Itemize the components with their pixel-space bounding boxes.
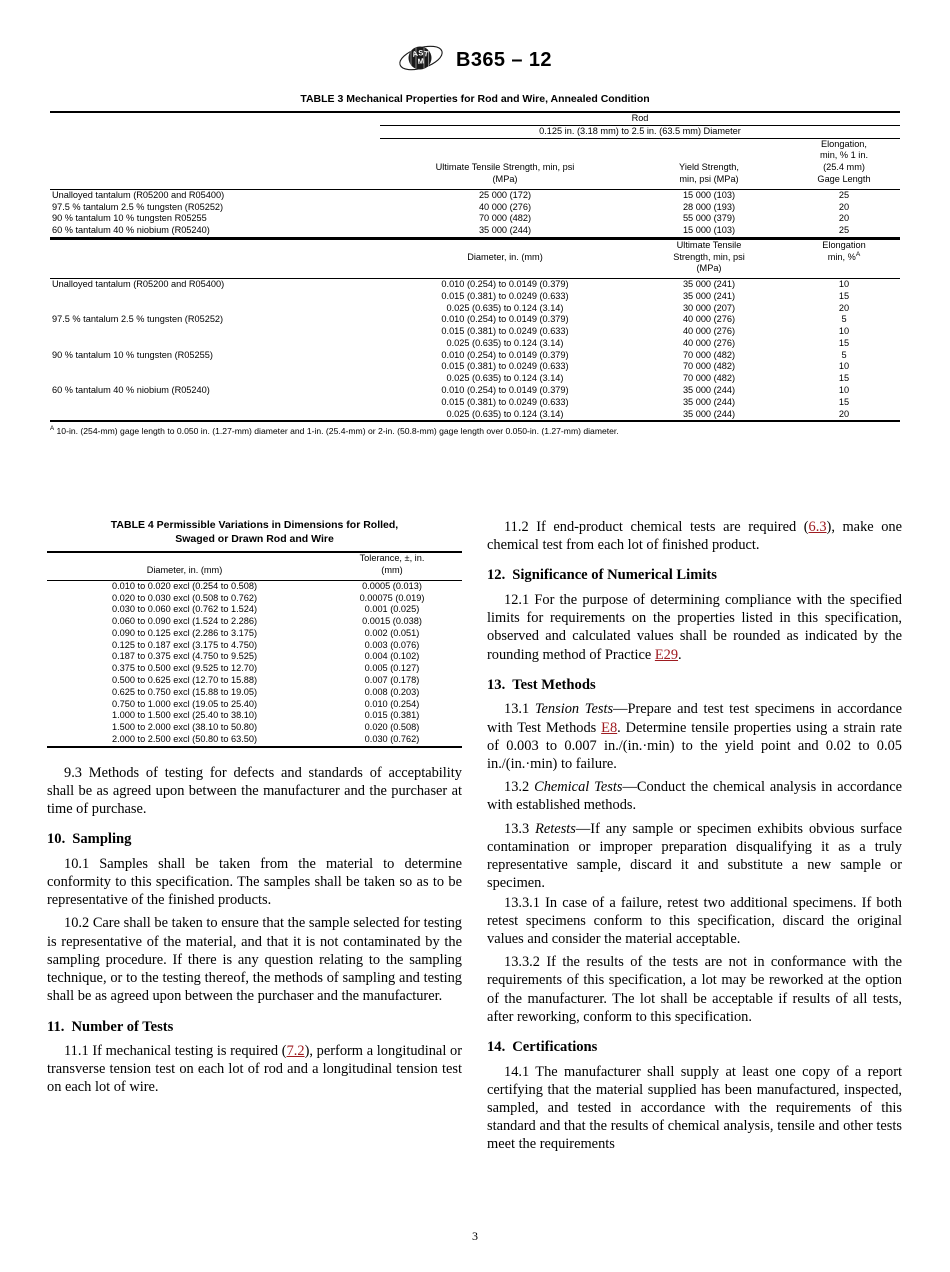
paragraph-11-1-text-a: 11.1 If mechanical testing is required ( — [64, 1043, 287, 1059]
cell-tol: 0.004 (0.102) — [364, 651, 420, 662]
table-4-col-diameter — [47, 552, 322, 577]
cell-elong: 5 — [841, 349, 847, 360]
section-heading-11 — [47, 1019, 462, 1037]
footnote-marker-a: A — [50, 425, 55, 433]
empty-cell — [50, 138, 380, 186]
footnote-text: 10-in. (254-mm) gage length to 0.050 in. (1.27-mm) diameter and 1-in. (25.4-mm) or 2-in. (50.8-mm) gage length over 0.050-in. (1.27-mm) diameter. — [56, 426, 619, 437]
cell-uts: 35 000 (241) — [682, 279, 736, 290]
table-row — [47, 734, 462, 747]
table-row — [47, 699, 462, 711]
table-row — [50, 225, 900, 237]
section-13-number: 13. — [487, 676, 506, 693]
table-3-wire-body — [50, 279, 900, 422]
section-heading-12 — [487, 567, 902, 585]
cell-uts: 40 000 (276) — [682, 337, 736, 348]
cell-dia: 0.015 (0.381) to 0.0249 (0.633) — [441, 396, 569, 407]
paragraph-13-3-1: 13.3.1 In case of a failure, retest two additional specimens. If both retest specimens conform to this specification, discard the original values and consider the material acceptable. — [487, 894, 902, 947]
paragraph-11-2 — [487, 518, 902, 554]
empty-corner-cell — [50, 112, 380, 125]
table-row — [47, 580, 462, 592]
cell-uts: 35 000 (241) — [682, 290, 736, 301]
wire-col-el-line1: Elongation — [822, 239, 866, 250]
section-11-title: Number of Tests — [71, 1018, 174, 1035]
table-row — [50, 189, 900, 201]
cell-tol: 0.030 (0.762) — [322, 734, 462, 747]
footnote-marker: A — [855, 250, 861, 258]
table-3-wire-col-uts — [630, 239, 788, 275]
col-uts-line2: (MPa) — [492, 174, 518, 184]
paragraph-11-2-text-a: 11.2 If end-product chemical tests are required ( — [504, 519, 809, 535]
table-row — [50, 338, 900, 350]
cell-uts: 35 000 (244) — [682, 396, 736, 407]
cell-tol: 0.007 (0.178) — [364, 675, 420, 685]
cell-uts: 70 000 (482) — [682, 373, 736, 384]
paragraph-13-1-number: 13.1 — [504, 701, 535, 718]
table-row — [47, 722, 462, 734]
cell-dia: 0.010 (0.254) to 0.0149 (0.379) — [441, 349, 569, 360]
cell-dia: 0.750 to 1.000 excl (19.05 to 25.40) — [111, 698, 258, 709]
paragraph-12-1-text-a: 12.1 For the purpose of determining compliance with the specified limits for requirements on the properties listed in this specification, observed and calculated values shall be rounded as indicated by the rounding method of Practice — [487, 591, 902, 663]
table-4-col-tolerance — [322, 552, 462, 577]
paragraph-13-3 — [487, 820, 902, 893]
table-3-wire-section — [50, 238, 900, 422]
table-3-col-uts — [380, 138, 630, 186]
paragraph-13-1 — [487, 700, 902, 773]
table-3-container — [50, 92, 900, 437]
cell-tol: 0.003 (0.076) — [364, 639, 420, 650]
cross-reference-e8[interactable]: E8 — [601, 719, 618, 736]
table-3-group-header-row — [50, 112, 900, 125]
paragraph-12-1 — [487, 591, 902, 664]
cell-elong: 20 — [788, 409, 900, 422]
table-row — [50, 350, 900, 362]
col-el-line1: Elongation, — [821, 138, 867, 149]
cell-elong: 15 — [838, 373, 850, 384]
cell-ys: 55 000 (379) — [682, 213, 736, 224]
table-3-col-diameter — [380, 239, 630, 275]
table-row — [50, 409, 900, 422]
section-12-title: Significance of Numerical Limits — [512, 567, 717, 584]
wire-col-uts-line1: Ultimate Tensile — [676, 239, 742, 250]
table-row — [50, 326, 900, 338]
cross-reference-6-3[interactable]: 6.3 — [808, 519, 827, 535]
paragraph-12-1-text-b: . — [678, 646, 682, 663]
cell-dia: 0.015 (0.381) to 0.0249 (0.633) — [441, 290, 569, 301]
cell-material — [50, 397, 380, 409]
paragraph-13-2-number: 13.2 — [504, 779, 535, 796]
table-row — [47, 710, 462, 722]
col-el-line2: min, % 1 in. — [820, 150, 868, 161]
table-4-col-tol-line1: Tolerance, ±, in. — [359, 553, 425, 564]
document-designation: B365 – 12 — [456, 48, 552, 71]
cell-elong: 20 — [838, 213, 850, 224]
table-4-container — [47, 518, 462, 748]
paragraph-13-3-text-a: —If any sample or specimen exhibits obvious surface contamination or improper preparation disqualifying it as a truly representative sample, discard it and substitute a new sample or specimen. — [487, 820, 902, 892]
cell-ys: 15 000 (103) — [682, 189, 736, 200]
paragraph-14-1: 14.1 The manufacturer shall supply at least one copy of a report certifying that the material supplied has been manufactured, inspected, sampled, and tested in accordance with the requirements of this standard and that the results of chemical analysis, tensile and other tests meet the requirements — [487, 1063, 902, 1153]
empty-cell — [50, 125, 380, 138]
cell-elong: 25 — [838, 189, 850, 200]
svg-text:T: T — [423, 49, 430, 59]
wire-col-el-line2: min, %$^A$ — [827, 250, 861, 262]
paragraph-13-1-term: Tension Tests — [534, 701, 614, 718]
cell-material — [50, 373, 380, 385]
table-4-caption-line1: TABLE 4 Permissible Variations in Dimensions for Rolled, — [110, 519, 399, 531]
table-row — [50, 279, 900, 291]
paragraph-11-1 — [47, 1042, 462, 1097]
cell-dia: 0.025 (0.635) to 0.124 (3.14) — [446, 373, 564, 384]
cell-uts: 25 000 (172) — [478, 189, 532, 200]
paragraph-13-2 — [487, 778, 902, 814]
table-3-wire-header-row — [50, 239, 900, 275]
table-3-caption: TABLE 3 Mechanical Properties for Rod and Wire, Annealed Condition — [300, 93, 650, 105]
table-4-col-diameter-label: Diameter, in. (mm) — [146, 565, 223, 576]
cell-elong: 10 — [838, 326, 850, 337]
table-4-header-row — [47, 552, 462, 577]
cell-uts: 70 000 (482) — [478, 213, 532, 224]
cell-uts: 30 000 (207) — [682, 302, 736, 313]
cell-tol: 0.010 (0.254) — [364, 698, 420, 709]
table-row — [47, 687, 462, 699]
table-4-body — [47, 580, 462, 746]
section-heading-13 — [487, 677, 902, 695]
cell-elong: 5 — [841, 314, 847, 325]
cell-tol: 0.005 (0.127) — [364, 663, 420, 674]
svg-text:S: S — [418, 48, 424, 58]
cell-dia: 0.625 to 0.750 excl (15.88 to 19.05) — [111, 686, 258, 697]
cell-material — [50, 291, 380, 303]
section-14-number: 14. — [487, 1039, 506, 1056]
cross-reference-e29[interactable]: E29 — [654, 646, 679, 663]
table-row — [50, 397, 900, 409]
section-10-title: Sampling — [72, 831, 132, 848]
section-13-title: Test Methods — [512, 676, 596, 693]
svg-text:A: A — [411, 48, 419, 59]
cell-dia: 0.030 to 0.060 excl (0.762 to 1.524) — [111, 604, 258, 615]
left-column — [47, 518, 462, 1097]
col-diameter-label: Diameter, in. (mm) — [467, 251, 543, 262]
cell-tol: 0.015 (0.381) — [364, 710, 420, 721]
cell-material: Unalloyed tantalum (R05200 and R05400) — [52, 189, 225, 200]
cell-dia: 0.010 (0.254) to 0.0149 (0.379) — [441, 279, 569, 290]
section-11-number: 11. — [47, 1018, 65, 1035]
cell-ys: 15 000 (103) — [630, 225, 788, 237]
cell-dia: 0.500 to 0.625 excl (12.70 to 15.88) — [111, 675, 258, 685]
table-3-rod-body — [50, 189, 900, 237]
table-row — [50, 373, 900, 385]
cell-material: 90 % tantalum 10 % tungsten R05255 — [52, 213, 207, 224]
empty-cell — [50, 239, 380, 275]
paragraph-13-3-2: 13.3.2 If the results of the tests are not in conformance with the requirements of this specification, a lot may be reworked at the option of the manufacturer. The lot shall be acceptable if results of all tests, after reworking, conform to this specification. — [487, 954, 902, 1025]
cell-dia: 0.010 (0.254) to 0.0149 (0.379) — [441, 314, 569, 325]
astm-logo-icon — [398, 42, 444, 74]
table-3-diameter-header-row — [50, 125, 900, 138]
cell-elong: 20 — [838, 201, 850, 212]
paragraph-9-3: 9.3 Methods of testing for defects and standards of acceptability shall be as agreed upon between the manufacturer and the purchaser at time of purchase. — [47, 764, 462, 818]
cell-elong: 10 — [838, 385, 850, 396]
table-4-caption — [47, 518, 462, 546]
cell-material — [50, 361, 380, 373]
table-4-caption-line2: Swaged or Drawn Rod and Wire — [175, 533, 334, 546]
section-10-number: 10. — [47, 831, 66, 848]
table-row — [47, 604, 462, 616]
table-3-diameter-header: 0.125 in. (3.18 mm) to 2.5 in. (63.5 mm) Diameter — [380, 125, 900, 138]
cell-tol: 0.008 (0.203) — [364, 686, 420, 697]
cell-uts: 35 000 (244) — [630, 409, 788, 422]
cell-ys: 28 000 (193) — [682, 201, 736, 212]
cross-reference-7-2[interactable]: 7.2 — [286, 1043, 305, 1059]
cell-dia: 0.020 to 0.030 excl (0.508 to 0.762) — [111, 592, 258, 603]
cell-material — [50, 338, 380, 350]
col-ys-line2: min, psi (MPa) — [679, 174, 739, 184]
paragraph-13-3-term: Retests — [535, 820, 576, 837]
paragraph-13-2-term: Chemical Tests — [534, 779, 623, 796]
col-ys-line1: Yield Strength, — [679, 162, 739, 173]
svg-text:M: M — [417, 56, 425, 66]
cell-dia: 0.010 to 0.020 excl (0.254 to 0.508) — [111, 580, 258, 591]
cell-dia: 2.000 to 2.500 excl (50.80 to 63.50) — [47, 734, 322, 747]
paragraph-13-1-text-b: . Determine tensile properties using a strain rate of 0.003 to 0.007 in./(in.·min) to the yield point and 0.02 to 0.05 in./(in.·min) to failure. — [487, 719, 902, 772]
cell-elong: 15 — [838, 396, 850, 407]
cell-material — [50, 326, 380, 338]
section-heading-14 — [487, 1039, 902, 1057]
paragraph-13-2-text-a: —Conduct the chemical analysis in accordance with established methods. — [487, 779, 902, 814]
cell-elong: 20 — [838, 302, 850, 313]
table-row — [47, 628, 462, 640]
cell-material: 90 % tantalum 10 % tungsten (R05255) — [52, 349, 213, 360]
cell-material: 97.5 % tantalum 2.5 % tungsten (R05252) — [52, 201, 224, 212]
col-el-line3: (25.4 mm) — [823, 162, 865, 173]
paragraph-11-2-text-b: ), make one chemical test from each lot of finished product. — [487, 519, 902, 554]
table-3-col-elongation — [788, 138, 900, 186]
cell-tol: 0.00075 (0.019) — [359, 592, 425, 603]
paragraph-11-1-text-b: ), perform a longitudinal or transverse tension test on each lot of rod and a longitudinal tension test on each lot of wire. — [47, 1043, 462, 1096]
cell-uts: 40 000 (276) — [682, 326, 736, 337]
page-header — [0, 44, 950, 84]
wire-col-uts-line3: (MPa) — [696, 263, 722, 274]
table-3-group-header: Rod — [380, 112, 900, 125]
cell-dia: 0.025 (0.635) to 0.124 (3.14) — [446, 302, 564, 313]
table-row — [50, 361, 900, 373]
table-row — [50, 385, 900, 397]
cell-material: 97.5 % tantalum 2.5 % tungsten (R05252) — [52, 314, 224, 325]
right-column — [487, 518, 902, 1154]
cell-tol: 0.001 (0.025) — [364, 604, 420, 615]
table-row — [47, 616, 462, 628]
cell-elong: 10 — [838, 361, 850, 372]
cell-material: 60 % tantalum 40 % niobium (R05240) — [50, 225, 380, 237]
cell-uts: 35 000 (244) — [380, 225, 630, 237]
section-12-number: 12. — [487, 567, 506, 584]
table-row — [50, 213, 900, 225]
page-number: 3 — [472, 1229, 478, 1243]
cell-dia: 0.125 to 0.187 excl (3.175 to 4.750) — [111, 639, 258, 650]
cell-tol: 0.002 (0.051) — [364, 627, 420, 638]
cell-tol: 0.0005 (0.013) — [362, 580, 422, 591]
table-4-col-tol-line2: (mm) — [381, 565, 403, 576]
cell-dia: 0.090 to 0.125 excl (2.286 to 3.175) — [111, 627, 258, 638]
paragraph-13-3-number: 13.3 — [504, 820, 536, 837]
cell-uts: 70 000 (482) — [682, 349, 736, 360]
cell-dia: 0.060 to 0.090 excl (1.524 to 2.286) — [111, 616, 258, 627]
cell-dia: 0.010 (0.254) to 0.0149 (0.379) — [441, 385, 569, 396]
cell-uts: 40 000 (276) — [682, 314, 736, 325]
cell-uts: 40 000 (276) — [478, 201, 532, 212]
cell-dia: 0.015 (0.381) to 0.0249 (0.633) — [441, 326, 569, 337]
table-row — [50, 291, 900, 303]
cell-material — [50, 303, 380, 315]
paragraph-10-2: 10.2 Care shall be taken to ensure that the sample selected for testing is representative of the material, and that it is not contaminated by the sampling procedure. If there is any question relating to the sampling technique, or to the testing thereof, the methods of sampling and testing shall be as agreed upon between the purchaser and the manufacturer. — [47, 915, 462, 1005]
cell-material: 60 % tantalum 40 % niobium (R05240) — [52, 385, 210, 396]
table-row — [50, 303, 900, 315]
cell-material — [50, 409, 380, 422]
cell-material: Unalloyed tantalum (R05200 and R05400) — [52, 279, 225, 290]
table-3-wire-col-elongation — [788, 239, 900, 275]
paragraph-13-1-text-a: —Prepare and test test specimens in accordance with Test Methods — [487, 701, 903, 736]
cell-dia: 1.000 to 1.500 excl (25.40 to 38.10) — [111, 710, 258, 721]
cell-elong: 25 — [788, 225, 900, 237]
cell-dia: 1.500 to 2.000 excl (38.10 to 50.80) — [111, 722, 258, 733]
table-row — [47, 640, 462, 652]
cell-dia: 0.375 to 0.500 excl (9.525 to 12.70) — [111, 663, 258, 674]
table-3-footnote — [50, 426, 900, 437]
col-uts-line1: Ultimate Tensile Strength, min, psi — [435, 162, 575, 173]
cell-elong: 10 — [838, 279, 850, 290]
section-14-title: Certifications — [512, 1039, 598, 1056]
cell-dia: 0.025 (0.635) to 0.124 (3.14) — [446, 337, 564, 348]
cell-elong: 15 — [838, 290, 850, 301]
cell-dia: 0.015 (0.381) to 0.0249 (0.633) — [441, 361, 569, 372]
cell-tol: 0.0015 (0.038) — [362, 616, 422, 627]
section-heading-10 — [47, 831, 462, 849]
cell-uts: 35 000 (244) — [682, 385, 736, 396]
table-3 — [50, 111, 900, 238]
table-row — [50, 314, 900, 326]
table-row — [47, 675, 462, 687]
cell-elong: 15 — [838, 337, 850, 348]
table-row — [47, 651, 462, 663]
cell-dia: 0.025 (0.635) to 0.124 (3.14) — [380, 409, 630, 422]
cell-tol: 0.020 (0.508) — [364, 722, 420, 733]
cell-dia: 0.187 to 0.375 excl (4.750 to 9.525) — [111, 651, 258, 662]
wire-col-uts-line2: Strength, min, psi — [673, 251, 745, 262]
col-el-line4: Gage Length — [817, 174, 871, 184]
table-4 — [47, 551, 462, 747]
cell-uts: 70 000 (482) — [682, 361, 736, 372]
table-row — [47, 663, 462, 675]
table-3-column-header-row — [50, 138, 900, 186]
table-row — [47, 593, 462, 605]
table-row — [50, 202, 900, 214]
table-3-col-ys — [630, 138, 788, 186]
paragraph-10-1: 10.1 Samples shall be taken from the material to determine conformity to this specification. The samples shall be taken so as to be representative of the finished products. — [47, 855, 462, 909]
